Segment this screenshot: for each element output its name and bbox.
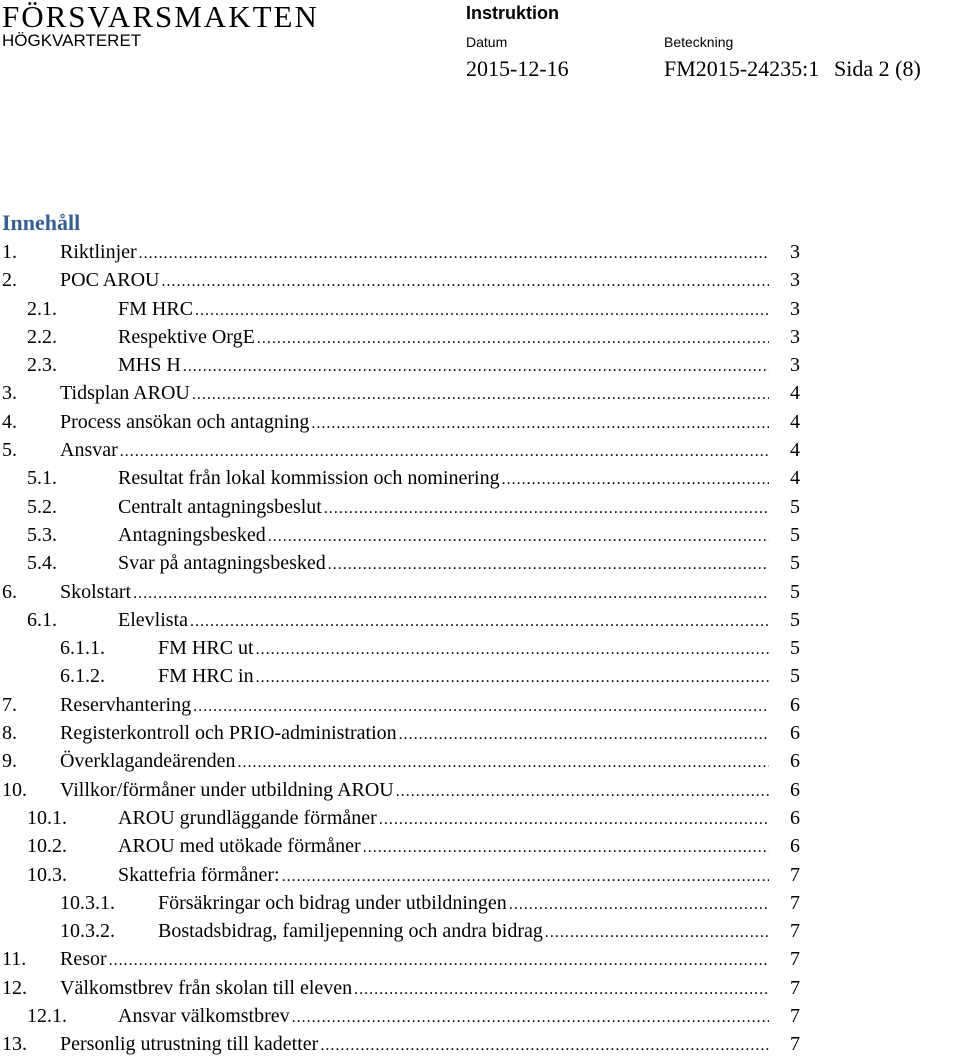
toc-entry[interactable] xyxy=(0,493,960,521)
toc-entry-number: 6.1.1. xyxy=(60,637,105,660)
toc-entry-title: Skolstart xyxy=(60,580,132,603)
toc-entry-number: 10.3.1. xyxy=(60,891,115,914)
toc-entry-page: 4 xyxy=(790,439,800,462)
toc-entry-title: AROU grundläggande förmåner xyxy=(118,806,377,829)
toc-entry-title: POC AROU xyxy=(60,269,160,292)
toc-entry[interactable] xyxy=(0,578,960,606)
toc-entry[interactable] xyxy=(0,521,960,549)
toc-entry-title: Villkor/förmåner under utbildning AROU xyxy=(60,778,394,801)
toc-entry-page: 7 xyxy=(790,948,800,971)
toc-entry-page: 6 xyxy=(790,693,800,716)
toc-entry[interactable] xyxy=(0,266,960,294)
toc-entry-title: Respektive OrgE xyxy=(118,325,255,348)
toc-entry-page: 5 xyxy=(790,523,800,546)
toc-entry-title-area xyxy=(118,832,769,862)
toc-entry-title: Överklagandeärenden xyxy=(60,750,236,773)
toc-entry-title-area xyxy=(118,1002,769,1032)
toc-entry-title-area xyxy=(118,464,769,494)
toc-entry-page: 6 xyxy=(790,778,800,801)
toc-entry[interactable] xyxy=(0,606,960,634)
toc-entry-title: Reservhantering xyxy=(60,693,192,716)
toc-entry-title: Resultat från lokal kommission och nominering xyxy=(118,467,500,490)
toc-entry-number: 3. xyxy=(2,382,17,405)
toc-entry-number: 2.2. xyxy=(27,325,57,348)
reference-value: FM2015-24235:1 xyxy=(664,56,820,81)
page-info: Sida 2 (8) xyxy=(834,56,921,81)
toc-entry-number: 12. xyxy=(2,976,27,999)
toc-entry-page: 5 xyxy=(790,637,800,660)
toc-entry[interactable] xyxy=(0,1002,960,1030)
toc-entry[interactable] xyxy=(0,945,960,973)
toc-entry-title-area xyxy=(60,945,769,975)
toc-entry[interactable] xyxy=(0,238,960,266)
toc-entry-page: 3 xyxy=(790,325,800,348)
toc-entry-title-area xyxy=(118,606,769,636)
toc-entry-page: 4 xyxy=(790,382,800,405)
toc-entry-number: 2.3. xyxy=(27,354,57,377)
toc-dot-leader xyxy=(195,297,769,325)
toc-entry-title: Antagningsbesked xyxy=(118,523,266,546)
toc-entry-title-area xyxy=(60,238,769,268)
toc-dot-leader xyxy=(109,947,769,975)
toc-entry-title: MHS H xyxy=(118,354,181,377)
toc-entry-page: 7 xyxy=(790,920,800,943)
toc-dot-leader xyxy=(292,1004,769,1032)
toc-entry-page: 5 xyxy=(790,580,800,603)
toc-entry-page: 7 xyxy=(790,976,800,999)
org-name: FÖRSVARSMAKTEN xyxy=(2,0,319,34)
toc-dot-leader xyxy=(237,749,769,777)
toc-entry[interactable] xyxy=(0,323,960,351)
toc-entry-number: 5.3. xyxy=(27,523,57,546)
org-unit: HÖGKVARTERET xyxy=(2,31,142,50)
toc-entry-title: Skattefria förmåner: xyxy=(118,863,280,886)
toc-entry-number: 5.4. xyxy=(27,552,57,575)
toc-dot-leader xyxy=(257,325,769,353)
toc-entry-title-area xyxy=(60,1030,769,1060)
toc-entry[interactable] xyxy=(0,549,960,577)
toc-entry-page: 4 xyxy=(790,467,800,490)
toc-entry-number: 5.2. xyxy=(27,495,57,518)
toc-entry-title-area xyxy=(118,861,769,891)
toc-entry-number: 6.1. xyxy=(27,608,57,631)
reference-label: Beteckning xyxy=(664,34,734,50)
toc-entry-title: FM HRC in xyxy=(158,665,254,688)
toc-entry-title-area xyxy=(158,889,769,919)
toc-entry-number: 10.3. xyxy=(27,863,67,886)
toc-entry-page: 3 xyxy=(790,269,800,292)
toc-entry-number: 5.1. xyxy=(27,467,57,490)
toc-dot-leader xyxy=(192,381,769,409)
toc-entry-page: 5 xyxy=(790,552,800,575)
toc-entry-title: Centralt antagningsbeslut xyxy=(118,495,322,518)
toc-entry-title-area xyxy=(60,747,769,777)
toc-entry[interactable] xyxy=(0,408,960,436)
toc-entry-title: Process ansökan och antagning xyxy=(60,410,310,433)
toc-entry[interactable] xyxy=(0,974,960,1002)
toc-entry-page: 6 xyxy=(790,806,800,829)
toc-entry[interactable] xyxy=(0,1030,960,1058)
toc-entry-title: Registerkontroll och PRIO-administration xyxy=(60,722,397,745)
toc-entry-number: 9. xyxy=(2,750,17,773)
toc-dot-leader xyxy=(311,410,769,438)
toc-entry-number: 5. xyxy=(2,439,17,462)
toc-entry-number: 10.2. xyxy=(27,835,67,858)
toc-dot-leader xyxy=(256,636,769,664)
toc-entry[interactable] xyxy=(0,295,960,323)
toc-entry[interactable] xyxy=(0,436,960,464)
document-type: Instruktion xyxy=(466,3,559,23)
table-of-contents xyxy=(0,238,960,1059)
toc-entry-title: Välkomstbrev från skolan till eleven xyxy=(60,976,353,999)
toc-entry-title: Ansvar xyxy=(60,439,118,462)
toc-dot-leader xyxy=(399,721,769,749)
toc-entry-title-area xyxy=(60,974,769,1004)
toc-entry[interactable] xyxy=(0,464,960,492)
toc-dot-leader xyxy=(133,580,769,608)
toc-entry[interactable] xyxy=(0,662,960,690)
toc-dot-leader xyxy=(193,693,769,721)
toc-entry-title: FM HRC ut xyxy=(158,637,254,660)
toc-dot-leader xyxy=(379,806,769,834)
toc-dot-leader xyxy=(354,976,769,1004)
toc-entry-page: 7 xyxy=(790,1005,800,1028)
toc-entry-number: 4. xyxy=(2,410,17,433)
toc-entry[interactable] xyxy=(0,747,960,775)
toc-entry-title-area xyxy=(158,662,769,692)
toc-heading: Innehåll xyxy=(2,210,81,235)
toc-entry-title-area xyxy=(118,549,769,579)
toc-dot-leader xyxy=(190,608,769,636)
toc-entry-title-area xyxy=(118,323,769,353)
toc-entry-title-area xyxy=(118,351,769,381)
toc-entry-number: 7. xyxy=(2,693,17,716)
toc-entry-title: Resor xyxy=(60,948,107,971)
toc-entry-page: 6 xyxy=(790,750,800,773)
toc-entry[interactable] xyxy=(0,917,960,945)
toc-entry-number: 10.3.2. xyxy=(60,920,115,943)
toc-entry-title-area xyxy=(60,691,769,721)
toc-dot-leader xyxy=(324,495,769,523)
toc-entry-title-area xyxy=(118,295,769,325)
toc-entry[interactable] xyxy=(0,634,960,662)
toc-entry-number: 6.1.2. xyxy=(60,665,105,688)
toc-entry-title-area xyxy=(60,578,769,608)
toc-entry-title: Bostadsbidrag, familjepenning och andra bidrag xyxy=(158,920,543,943)
toc-entry-page: 3 xyxy=(790,241,800,263)
toc-entry-page: 4 xyxy=(790,410,800,433)
toc-entry-number: 11. xyxy=(2,948,27,971)
toc-entry-number: 1. xyxy=(2,241,17,263)
toc-entry-page: 5 xyxy=(790,665,800,688)
toc-dot-leader xyxy=(268,523,769,551)
toc-dot-leader xyxy=(363,834,769,862)
toc-entry[interactable] xyxy=(0,719,960,747)
toc-entry-number: 2.1. xyxy=(27,297,57,320)
toc-entry-title: Försäkringar och bidrag under utbildningen xyxy=(158,891,507,914)
toc-entry-title: Svar på antagningsbesked xyxy=(118,552,326,575)
toc-entry-title: FM HRC xyxy=(118,297,194,320)
toc-entry[interactable] xyxy=(0,861,960,889)
toc-entry[interactable] xyxy=(0,889,960,917)
toc-entry-number: 8. xyxy=(2,722,17,745)
toc-entry-title: Ansvar välkomstbrev xyxy=(118,1005,290,1028)
toc-entry[interactable] xyxy=(0,351,960,379)
toc-entry-page: 7 xyxy=(790,863,800,886)
toc-entry-page: 7 xyxy=(790,891,800,914)
toc-entry-page: 5 xyxy=(790,495,800,518)
toc-dot-leader xyxy=(256,664,769,692)
toc-entry-page: 3 xyxy=(790,354,800,377)
toc-entry-page: 6 xyxy=(790,835,800,858)
toc-entry-number: 13. xyxy=(2,1033,27,1056)
toc-dot-leader xyxy=(183,353,769,381)
toc-entry-title-area xyxy=(158,634,769,664)
toc-entry-title: Personlig utrustning till kadetter xyxy=(60,1033,319,1056)
toc-entry[interactable] xyxy=(0,804,960,832)
toc-dot-leader xyxy=(396,778,769,806)
toc-entry-title-area xyxy=(60,408,769,438)
toc-entry-title-area xyxy=(60,379,769,409)
toc-entry[interactable] xyxy=(0,832,960,860)
toc-entry-title-area xyxy=(118,804,769,834)
toc-entry-title: AROU med utökade förmåner xyxy=(118,835,361,858)
toc-entry-title: Riktlinjer xyxy=(60,241,137,263)
toc-entry[interactable] xyxy=(0,691,960,719)
toc-dot-leader xyxy=(139,240,769,268)
toc-entry-title: Elevlista xyxy=(118,608,188,631)
toc-entry-title-area xyxy=(158,917,769,947)
toc-entry-title-area xyxy=(60,436,769,466)
toc-dot-leader xyxy=(328,551,769,579)
date-value: 2015-12-16 xyxy=(466,56,569,81)
toc-entry-title-area xyxy=(118,493,769,523)
toc-entry-number: 12.1. xyxy=(27,1005,67,1028)
toc-dot-leader xyxy=(161,268,769,296)
toc-entry-title-area xyxy=(60,776,769,806)
toc-entry-page: 5 xyxy=(790,608,800,631)
toc-entry-number: 2. xyxy=(2,269,17,292)
toc-entry-number: 10. xyxy=(2,778,27,801)
toc-entry[interactable] xyxy=(0,379,960,407)
toc-entry-page: 3 xyxy=(790,297,800,320)
date-label: Datum xyxy=(466,34,508,50)
toc-entry-title-area xyxy=(60,719,769,749)
toc-entry-number: 6. xyxy=(2,580,17,603)
toc-dot-leader xyxy=(509,891,769,919)
toc-dot-leader xyxy=(120,438,769,466)
toc-entry-title-area xyxy=(118,521,769,551)
toc-entry-page: 6 xyxy=(790,722,800,745)
toc-entry-page: 7 xyxy=(790,1033,800,1056)
toc-entry-title-area xyxy=(60,266,769,296)
toc-entry-number: 10.1. xyxy=(27,806,67,829)
toc-entry-title: Tidsplan AROU xyxy=(60,382,190,405)
toc-dot-leader xyxy=(502,466,769,494)
toc-dot-leader xyxy=(320,1032,769,1060)
toc-dot-leader xyxy=(282,863,769,891)
toc-entry[interactable] xyxy=(0,776,960,804)
toc-dot-leader xyxy=(545,919,769,947)
